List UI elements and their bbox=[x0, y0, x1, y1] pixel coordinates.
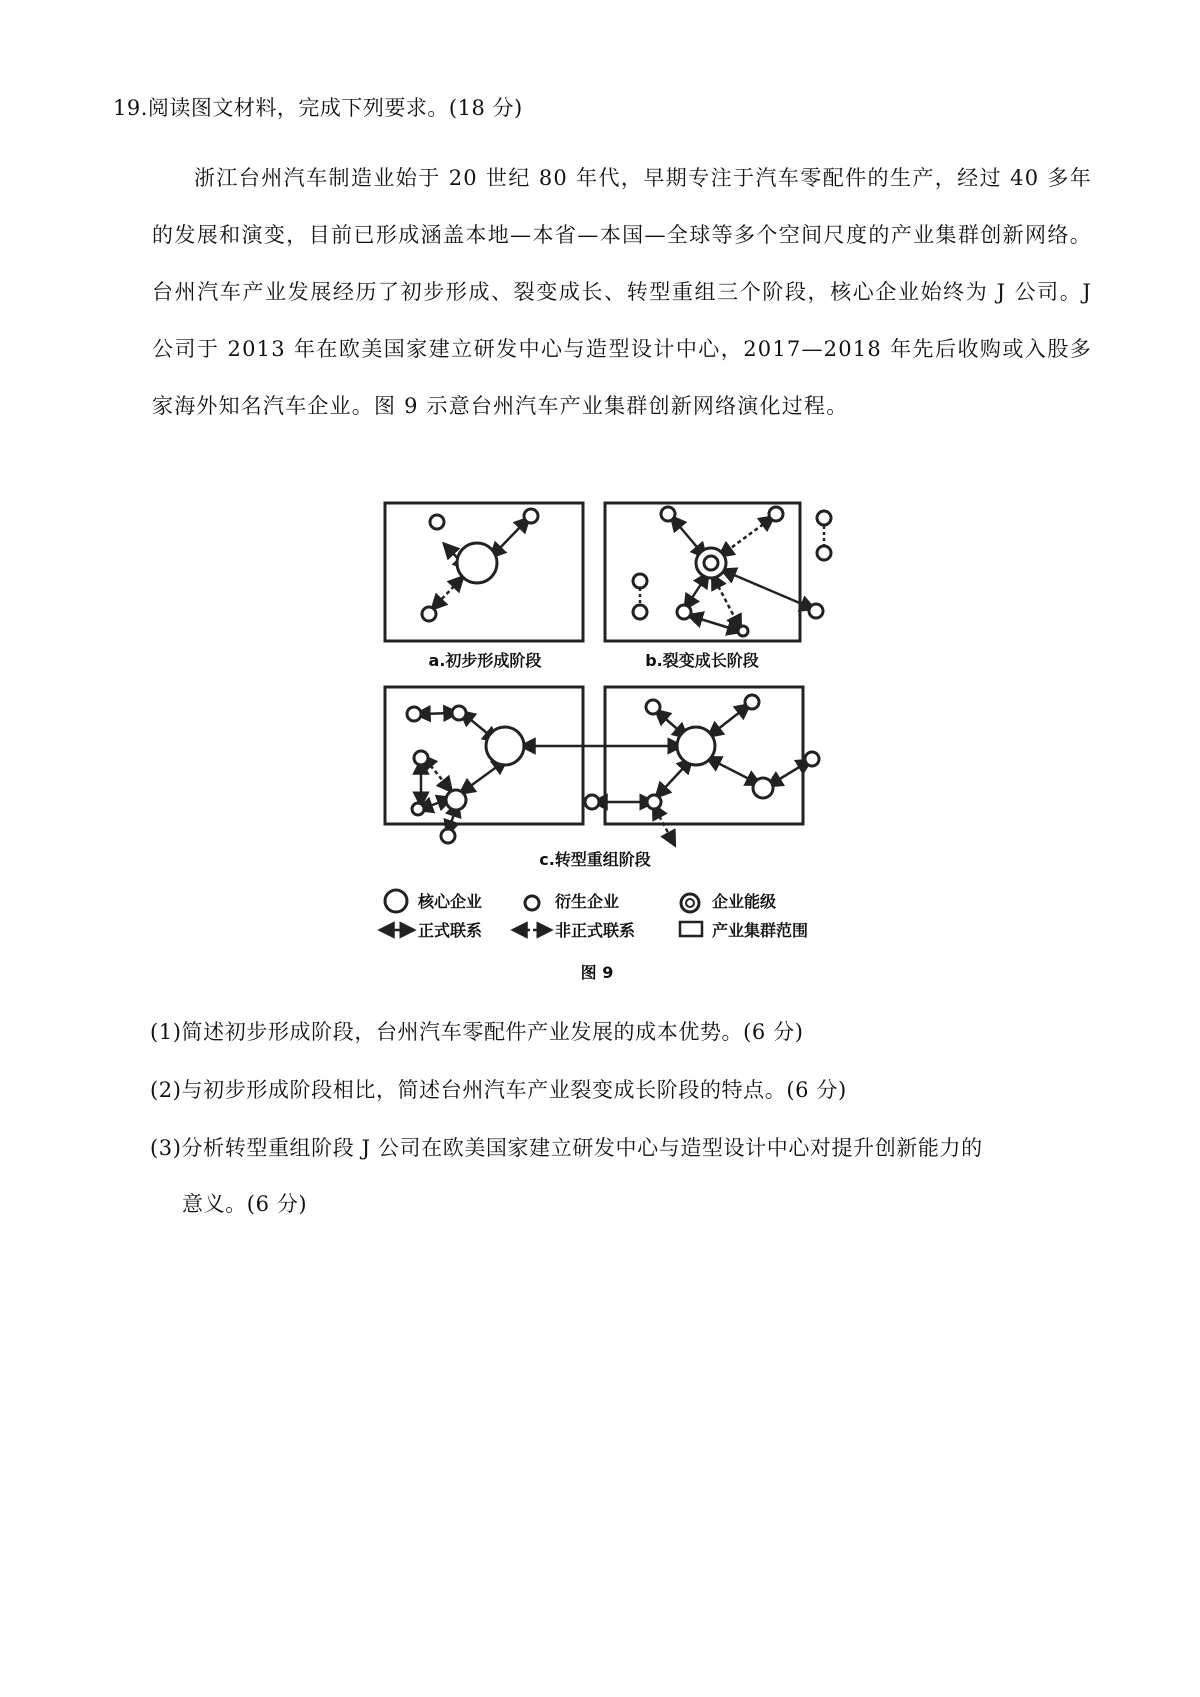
legend-scope-label: 产业集群范围 bbox=[712, 921, 809, 940]
legend-upgrade-symbol bbox=[681, 894, 699, 912]
legend-formal-label: 正式联系 bbox=[418, 921, 483, 940]
figure-label: 图 9 bbox=[580, 963, 614, 982]
sub-question-3-line1: (3)分析转型重组阶段 J 公司在欧美国家建立研发中心与造型设计中心对提升创新能力的 bbox=[150, 1136, 983, 1160]
panel-b-caption: b.裂变成长阶段 bbox=[645, 651, 759, 670]
sub-question-3 bbox=[150, 1120, 1100, 1232]
sub-question-1: (1)简述初步形成阶段，台州汽车零配件产业发展的成本优势。(6 分) bbox=[150, 1020, 804, 1044]
legend-informal-label: 非正式联系 bbox=[555, 921, 636, 940]
legend-derived-label: 衍生企业 bbox=[555, 892, 620, 911]
legend-derived-symbol bbox=[525, 896, 539, 910]
panel-a bbox=[385, 503, 583, 641]
panel-c bbox=[385, 687, 819, 843]
panel-c-caption: c.转型重组阶段 bbox=[539, 850, 651, 869]
sub-question-2: (2)与初步形成阶段相比，简述台州汽车产业裂变成长阶段的特点。(6 分) bbox=[150, 1078, 847, 1102]
legend-core-symbol bbox=[385, 890, 407, 912]
panel-a-caption: a.初步形成阶段 bbox=[428, 651, 542, 670]
material-paragraph: 浙江台州汽车制造业始于 20 世纪 80 年代，早期专注于汽车零配件的生产，经过 40 多年的发展和演变，目前已形成涵盖本地—本省—本国—全球等多个空间尺度的产业集群创新网络。台州汽车产业发展经历了初步形成、裂变成长、转型重组三个阶段，核心企业始终为 J 公司。J 公司于 2013 年在欧美国家建立研发中心与造型设计中心，2017—2018 年先后收购或入股多家海外知名汽车企业。图 9 示意台州汽车产业集群创新网络演化过程。 bbox=[152, 166, 1092, 418]
sub-question-3-line2: 意义。(6 分) bbox=[182, 1192, 308, 1216]
legend-core-label: 核心企业 bbox=[418, 892, 483, 911]
question-stem: 19.阅读图文材料，完成下列要求。(18 分) bbox=[113, 96, 523, 120]
legend-scope-symbol bbox=[680, 922, 702, 936]
legend-upgrade-label: 企业能级 bbox=[712, 892, 777, 911]
panel-b bbox=[605, 503, 831, 641]
